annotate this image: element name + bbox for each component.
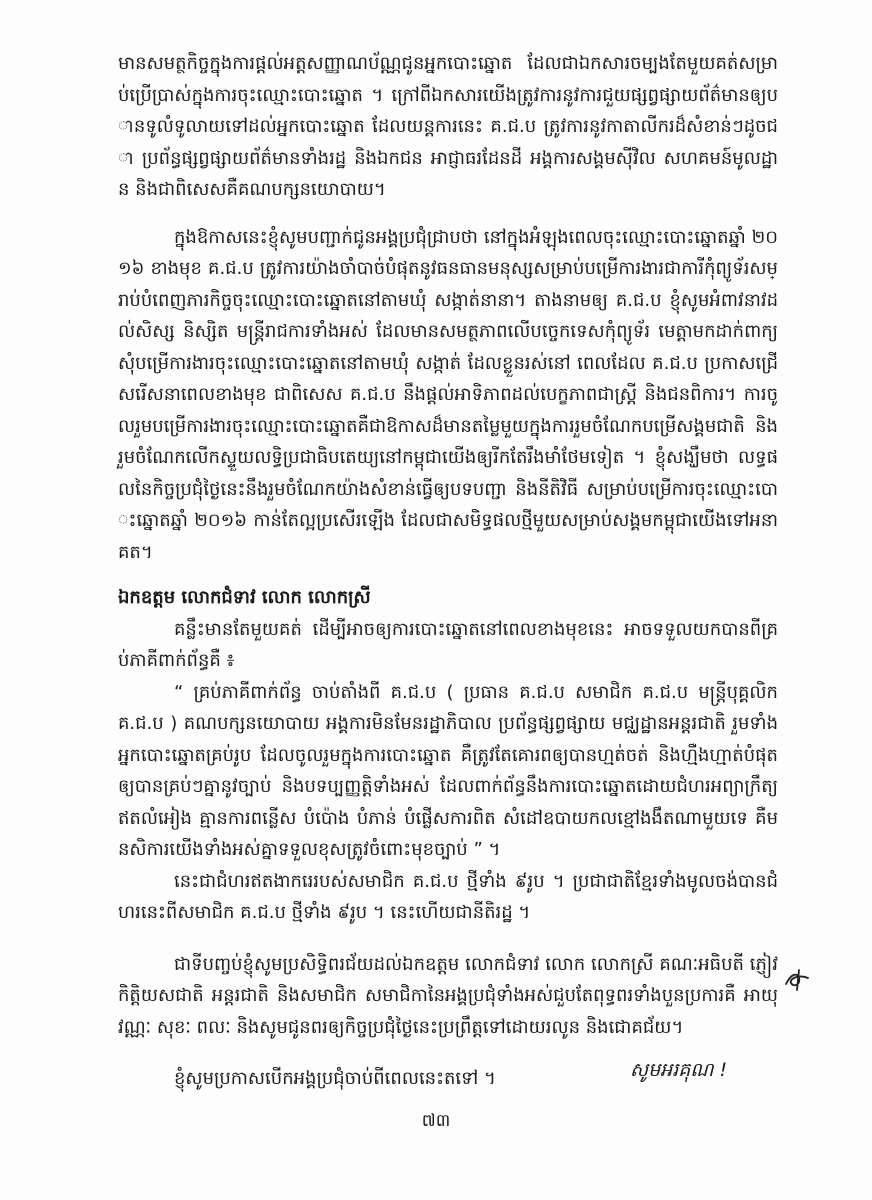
paragraph-opening-declaration: ខ្ញុំសូមប្រកាសបើកអង្គប្រជុំចាប់ពីពេលនេះតទៅ ។ <box>174 1068 496 1089</box>
handwritten-mark-icon <box>782 966 812 992</box>
closing-thanks: សូមអរគុណ ! <box>630 1059 728 1081</box>
document-body <box>118 48 778 1095</box>
paragraph-stance: នេះជាជំហរឥតងាករេរបស់សមាជិក គ.ជ.ប ថ្មីទាំង ៩រូប ។ ប្រជាជាតិខ្មែរទាំងមូលចង់បានជំហរនេះពីសមាជិក គ.ជ.ប ថ្មីទាំង ៩រូប ។ នេះហើយជានីតិរដ្ឋ ។ <box>118 870 778 923</box>
paragraph-blessing: ជាទីបញ្ចប់ខ្ញុំសូមប្រសិទ្ធិពរជ័យដល់ឯកឧត្តម លោកជំទាវ លោក លោកស្រី គណៈអធិបតី ភ្ញៀវកិត្តិយសជាតិ អន្តរជាតិ និងសមាជិក សមាជិកានៃអង្គប្រជុំទាំងអស់ជួបតែពុទ្ធពរទាំងបួនប្រការគឺ អាយុ វណ្ណៈ សុខៈ ពលៈ និងសូមជូនពរឲ្យកិច្ចប្រជុំថ្ងៃនេះប្រព្រឹត្តទៅដោយរលូន និងជោគជ័យ។ <box>118 953 778 1038</box>
paragraph-key-point: គន្លឹះមានតែមួយគត់ ដើម្បីអាចឲ្យការបោះឆ្នោតនៅពេលខាងមុខនេះ អាចទទួលយកបានពីគ្រប់ភាគីពាក់ព័ន្ធគឺ ៖ <box>118 618 778 671</box>
salutation-heading: ឯកឧត្តម លោកជំទាវ លោក លោកស្រី <box>118 587 371 608</box>
paragraph-intermediaries: មានសមត្ថកិច្ចក្នុងការផ្ដល់អត្តសញ្ញាណប័ណ្ណជូនអ្នកបោះឆ្នោត ដែលជាឯកសារចម្បងតែមួយគត់សម្រាប់ប្រើប្រាស់ក្នុងការចុះឈ្មោះបោះឆ្នោត ។ ក្រៅពីឯកសារយើងត្រូវការនូវការជួយផ្សព្វផ្សាយព័ត៌មានឲ្យបានទូលំទូលាយទៅដល់អ្នកបោះឆ្នោត ដែលយន្តការនេះ គ.ជ.ប ត្រូវការនូវកាតាលីករដ៏សំខាន់ៗដូចជា ប្រព័ន្ធផ្សព្វផ្សាយព័ត៌មានទាំងរដ្ឋ និងឯកជន អាជ្ញាធរដែនដី អង្គការសង្គមស៊ីវិល សហគមន៍មូលដ្ឋាន និងជាពិសេសគឺគណបក្សនយោបាយ។ <box>118 53 778 200</box>
paragraph-quote: “ គ្រប់ភាគីពាក់ព័ន្ធ ចាប់តាំងពី គ.ជ.ប ( ប្រធាន គ.ជ.ប សមាជិក គ.ជ.ប មន្ត្រីបុគ្គលិក គ.ជ.ប ) គណបក្សនយោបាយ អង្គការមិនមែនរដ្ឋាភិបាល ប្រព័ន្ធផ្សព្វផ្សាយ មជ្ឈដ្ឋានអន្តរជាតិ រួមទាំងអ្នកបោះឆ្នោតគ្រប់រូប ដែលចូលរួមក្នុងការបោះឆ្នោត គឺត្រូវតែគោរពឲ្យបានហ្មត់ចត់ និងហ្មឺងហ្មាត់បំផុត ឲ្យបានគ្រប់ៗគ្នានូវច្បាប់ និងបទប្បញ្ញត្តិទាំងអស់ ដែលពាក់ព័ន្ធនឹងការបោះឆ្នោតដោយជំហរអព្យាក្រឹត្យ ឥតលំអៀង គ្មានការពន្លើស បំប៉ោង បំភាន់ បំផ្លើសការពិត សំដៅឧបាយកលខ្មៅងងឹតណាមួយទេ គឺមនសិការយើងទាំងអស់គ្នាទទួលខុសត្រូវចំពោះមុខច្បាប់ ” ។ <box>118 681 778 860</box>
page-number: ៧៣ <box>421 1111 451 1131</box>
paragraph-voter-registration: ក្នុងឱកាសនេះខ្ញុំសូមបញ្ជាក់ជូនអង្គប្រជុំជ្រាបថា នៅក្នុងអំឡុងពេលចុះឈ្មោះបោះឆ្នោតឆ្នាំ ២០១៦ ខាងមុខ គ.ជ.ប ត្រូវការយ៉ាងចាំបាច់បំផុតនូវធនធានមនុស្សសម្រាប់បម្រើការងារជាការីកុំព្យូទ័រសម្រាប់បំពេញភារកិច្ចចុះឈ្មោះបោះឆ្នោតនៅតាមឃុំ សង្កាត់នានា។ តាងនាមឲ្យ គ.ជ.ប ខ្ញុំសូមអំពាវនាវដល់សិស្ស និស្សិត មន្ត្រីរាជការទាំងអស់ ដែលមានសមត្ថភាពលើបច្ចេកទេសកុំព្យូទ័រ មេត្តាមកដាក់ពាក្យសុំបម្រើការងារចុះឈ្មោះបោះឆ្នោតនៅតាមឃុំ សង្កាត់ ដែលខ្លួនរស់នៅ ពេលដែល គ.ជ.ប ប្រកាសជ្រើសរើសនាពេលខាងមុខ ជាពិសេស គ.ជ.ប នឹងផ្ដល់អាទិភាពដល់បេក្ខភាពជាស្ត្រី និងជនពិការ។ ការចូលរួមបម្រើការងារចុះឈ្មោះបោះឆ្នោតគឺជាឱកាសដ៏មានតម្លៃមួយក្នុងការរួមចំណែកបម្រើសង្គមជាតិ និងរួមចំណែកលើកស្ទួយលទ្ធិប្រជាធិបតេយ្យនៅកម្ពុជាយើងឲ្យរីកតែរឹងមាំថែមទៀត ។ ខ្ញុំសង្ឃឹមថា លទ្ធផលនៃកិច្ចប្រជុំថ្ងៃនេះនឹងរួមចំណែកយ៉ាងសំខាន់ធ្វើឲ្យបទបញ្ជា និងនីតិវិធី សម្រាប់បម្រើការចុះឈ្មោះបោះឆ្នោតឆ្នាំ ២០១៦ កាន់តែល្អប្រសើរឡើង ដែលជាសមិទ្ធផលថ្មីមួយសម្រាប់សង្គមកម្ពុជាយើងទៅអនាគត។ <box>118 226 778 563</box>
